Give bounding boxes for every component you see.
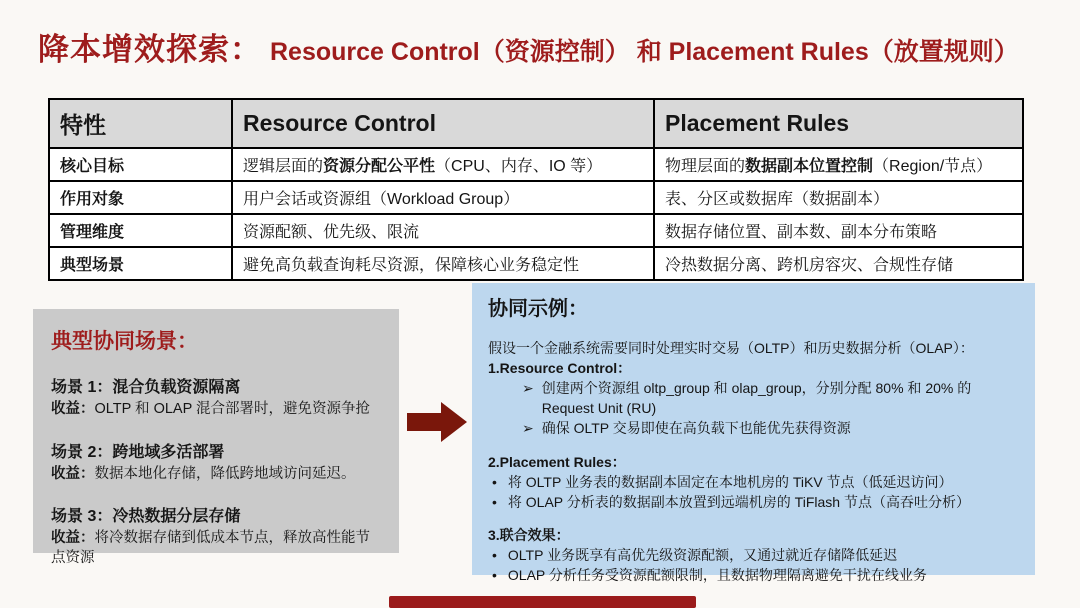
scenario-heading: 场景 2：跨地域多活部署 [51,443,225,461]
scenario-block [51,439,381,485]
bullet-text: 创建两个资源组 oltp_group 和 olap_group，分别分配 80% 和 20% 的 Request Unit (RU) [541,380,972,417]
benefit-label: 收益： [51,401,95,417]
bullet-item [492,546,1019,566]
table-header-resource-control: Resource Control [232,99,654,148]
benefit-text: 将冷数据存储到低成本节点，释放高性能节点资源 [51,530,370,566]
scenario-heading: 场景 1：混合负载资源隔离 [51,379,241,396]
dot-bullet-icon: • [492,473,497,490]
benefit-text: 数据本地化存储，降低跨地域访问延迟。 [94,465,356,482]
arrowhead-bullet-icon: ➢ [522,380,534,397]
scenario-block [51,503,381,568]
table-row [49,247,1023,280]
scenario-block [51,374,381,420]
cell-text: （CPU、内存、IO 等） [435,158,603,175]
cell-placement-rules [654,214,1023,247]
right-arrow-icon [407,400,469,444]
dot-bullet-icon: • [492,547,497,564]
table-header-row [49,99,1023,148]
table-row [49,148,1023,181]
row-label: 典型场景 [49,247,232,280]
dot-bullet-icon: • [492,493,497,510]
cell-text: 资源配额、优先级、限流 [243,224,420,241]
scenario-benefit [51,465,381,485]
cell-text: 物理层面的 [665,158,746,175]
section-heading: 3.联合效果： [488,527,570,544]
table-header-feature: 特性 [49,99,232,148]
example-section-resource-control [488,359,1019,439]
section-heading: 1.Resource Control： [488,360,632,377]
example-panel [472,283,1035,584]
example-section-combined-effect [488,526,1019,586]
cell-text: 表、分区或数据库（数据副本） [665,191,890,208]
cell-resource-control [232,214,654,247]
scenarios-panel-title: 典型协同场景： [51,330,198,353]
table-row [49,181,1023,214]
table-header-placement-rules: Placement Rules [654,99,1023,148]
arrowhead-bullet-icon: ➢ [522,419,534,436]
bottom-bar [389,596,696,608]
example-panel-title: 协同示例： [488,298,588,320]
cell-resource-control [232,148,654,181]
bullet-item [522,379,1019,419]
bullet-item [492,473,1019,493]
row-label: 作用对象 [49,181,232,214]
benefit-label: 收益： [51,530,95,547]
cell-placement-rules [654,148,1023,181]
bullet-item [522,419,1019,439]
cell-resource-control [232,247,654,280]
bullet-text: OLTP 业务既享有高优先级资源配额，又通过就近存储降低延迟 [507,547,898,564]
row-label: 核心目标 [49,148,232,181]
cell-placement-rules [654,181,1023,214]
cell-resource-control [232,181,654,214]
bullet-text: 确保 OLTP 交易即使在高负载下也能优先获得资源 [541,419,851,436]
example-intro: 假设一个金融系统需要同时处理实时交易（OLTP）和历史数据分析（OLAP）： [488,340,974,357]
scenario-benefit [51,400,381,420]
benefit-label: 收益： [51,465,95,482]
bullet-item [492,566,1019,586]
bullet-text: OLAP 分析任务受资源配额限制，且数据物理隔离避免干扰在线业务 [507,567,927,584]
section-heading: 2.Placement Rules： [488,453,626,470]
page-title-prefix: 降本增效探索： [38,32,262,67]
page-title-rest: Resource Control（资源控制） 和 Placement Rules（放置规则） [270,38,1019,66]
dot-bullet-icon: • [492,567,497,584]
cell-text: （Region/节点） [873,158,993,175]
bullet-text: 将 OLAP 分析表的数据副本放置到远端机房的 TiFlash 节点（高吞吐分析） [507,493,970,510]
comparison-table [48,98,1024,281]
cell-text-bold: 数据副本位置控制 [745,158,874,175]
typical-scenarios-panel [33,309,399,566]
bullet-text: 将 OLTP 业务表的数据副本固定在本地机房的 TiKV 节点（低延迟访问） [507,473,953,490]
page-title [38,24,1019,69]
scenario-benefit [51,529,381,568]
cell-text: 冷热数据分离、跨机房容灾、合规性存储 [665,257,954,274]
cell-text-bold: 资源分配公平性 [323,158,436,175]
example-section-placement-rules [488,453,1019,513]
cell-placement-rules [654,247,1023,280]
benefit-text: OLTP 和 OLAP 混合部署时，避免资源争抢 [94,401,371,417]
cell-text: 数据存储位置、副本数、副本分布策略 [665,224,938,241]
cell-text: 用户会话或资源组（Workload Group） [243,191,520,208]
table-row [49,214,1023,247]
cell-text: 避免高负载查询耗尽资源，保障核心业务稳定性 [243,257,580,274]
bullet-item [492,493,1019,513]
cell-text: 逻辑层面的 [243,158,324,175]
scenario-heading: 场景 3：冷热数据分层存储 [51,508,241,526]
row-label: 管理维度 [49,214,232,247]
